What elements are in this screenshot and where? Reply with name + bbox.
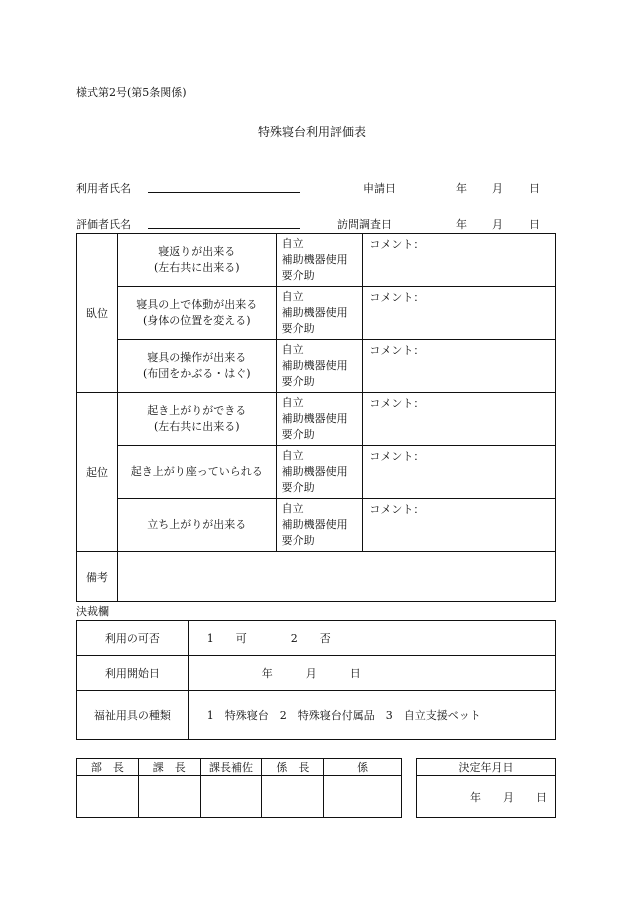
option-assistive-device: 補助機器使用 [281,465,348,478]
option-needs-care: 要介助 [281,269,315,282]
comment-cell[interactable] [363,287,556,340]
activity-cell [117,393,276,446]
comment-label: コメント： [369,291,425,304]
option-assistive-device: 補助機器使用 [281,412,348,425]
visit-year: 年 [456,218,467,231]
evaluation-row [77,499,556,552]
remarks-row [77,552,556,602]
options-cell[interactable] [276,287,363,340]
evaluation-row [77,340,556,393]
decision-row [77,621,556,656]
stamp-box[interactable] [77,776,139,818]
category-rising: 起位 [77,393,118,552]
activity-line1: 立ち上がりが出来る [147,518,247,531]
decision-table [76,620,556,740]
evaluator-field[interactable] [148,228,300,229]
remarks-field[interactable] [117,552,555,602]
activity-cell [117,340,276,393]
visit-date-label: 訪問調査日 [337,218,392,231]
category-lying: 臥位 [77,234,118,393]
stamp-header-director: 部 長 [77,759,139,776]
comment-cell[interactable] [363,234,556,287]
stamp-header-subsection-chief: 係 長 [262,759,324,776]
decision-value[interactable]: 1 特殊寝台 2 特殊寝台付属品 3 自立支援ベット [188,691,555,740]
option-assistive-device: 補助機器使用 [281,253,348,266]
comment-label: コメント： [369,397,425,410]
options-cell[interactable] [276,393,363,446]
stamp-header-section-chief: 課 長 [138,759,200,776]
decision-heading: 決裁欄 [76,605,109,618]
option-independent: 自立 [281,449,304,462]
application-month: 月 [492,182,503,195]
activity-line1: 起き上がり座っていられる [130,465,263,478]
option-independent: 自立 [281,396,304,409]
activity-line2: (左右共に出来る) [153,420,240,433]
options-cell[interactable] [276,340,363,393]
option-needs-care: 要介助 [281,322,315,335]
remarks-label: 備考 [77,552,118,602]
option-independent: 自立 [281,237,304,250]
evaluation-row [77,446,556,499]
form-title: 特殊寝台利用評価表 [258,125,367,139]
option-assistive-device: 補助機器使用 [281,359,348,372]
activity-cell [117,287,276,340]
activity-cell [117,234,276,287]
decision-date-value[interactable]: 年 月 日 [417,776,556,818]
comment-label: コメント： [369,344,425,357]
comment-label: コメント： [369,238,425,251]
activity-cell [117,446,276,499]
decision-date-label: 決定年月日 [417,759,556,776]
evaluation-row [77,393,556,446]
options-cell[interactable] [276,234,363,287]
activity-line1: 起き上がりができる [147,404,247,417]
stamp-box[interactable] [138,776,200,818]
decision-row [77,691,556,740]
evaluation-row [77,234,556,287]
approval-stamps-table [76,758,402,818]
comment-label: コメント： [369,450,425,463]
activity-line1: 寝具の上で体動が出来る [136,298,258,311]
decision-label: 福祉用具の種類 [77,691,189,740]
activity-line2: (左右共に出来る) [153,261,240,274]
visit-month: 月 [492,218,503,231]
stamp-header-staff: 係 [324,759,402,776]
application-date-label: 申請日 [363,182,396,195]
comment-cell[interactable] [363,446,556,499]
application-day: 日 [529,182,540,195]
decision-value[interactable]: 年 月 日 [188,656,555,691]
activity-cell [117,499,276,552]
option-needs-care: 要介助 [281,534,315,547]
option-independent: 自立 [281,343,304,356]
activity-line2: (身体の位置を変える) [142,314,251,327]
stamp-box[interactable] [262,776,324,818]
decision-date-table [416,758,556,818]
evaluator-label: 評価者氏名 [76,218,131,231]
stamp-box[interactable] [324,776,402,818]
evaluation-table [76,233,556,602]
option-independent: 自立 [281,290,304,303]
option-assistive-device: 補助機器使用 [281,306,348,319]
comment-cell[interactable] [363,499,556,552]
stamp-box[interactable] [200,776,262,818]
decision-value[interactable]: 1 可 2 否 [188,621,555,656]
form-number: 様式第2号(第5条関係) [76,86,187,99]
options-cell[interactable] [276,499,363,552]
user-name-field[interactable] [148,192,300,193]
decision-label: 利用の可否 [77,621,189,656]
decision-row [77,656,556,691]
activity-line2: (布団をかぶる・はぐ) [142,367,251,380]
evaluation-row [77,287,556,340]
option-needs-care: 要介助 [281,481,315,494]
comment-label: コメント： [369,503,425,516]
activity-line1: 寝具の操作が出来る [147,351,247,364]
user-name-label: 利用者氏名 [76,182,131,195]
comment-cell[interactable] [363,393,556,446]
comment-cell[interactable] [363,340,556,393]
option-needs-care: 要介助 [281,375,315,388]
application-year: 年 [456,182,467,195]
visit-day: 日 [529,218,540,231]
option-needs-care: 要介助 [281,428,315,441]
option-assistive-device: 補助機器使用 [281,518,348,531]
activity-line1: 寝返りが出来る [158,245,236,258]
options-cell[interactable] [276,446,363,499]
option-independent: 自立 [281,502,304,515]
stamp-header-deputy-chief: 課長補佐 [200,759,262,776]
decision-label: 利用開始日 [77,656,189,691]
